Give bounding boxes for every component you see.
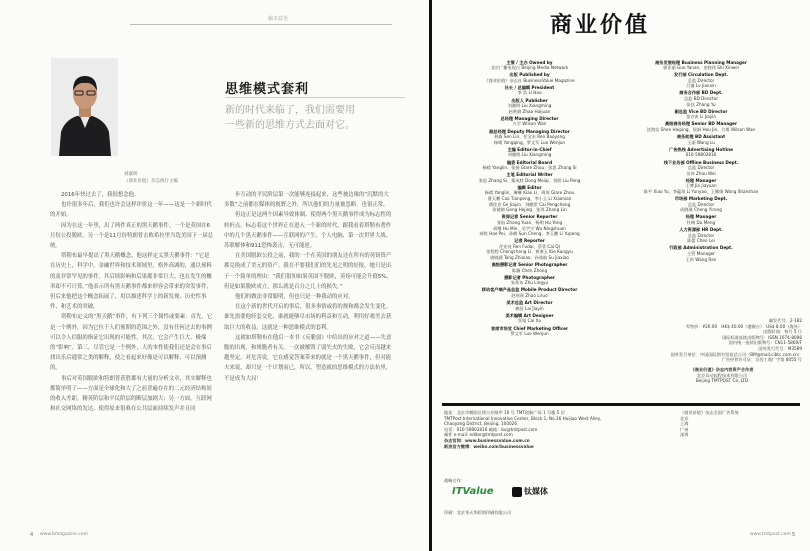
- masthead-role: 摄影记者 Photographer: [504, 274, 555, 280]
- masthead-role: 首席市场官 Chief Marketing Officer: [490, 325, 569, 331]
- pub-line: 国外发行代号：M3589: [758, 345, 802, 351]
- article-subtitle: [225, 103, 355, 133]
- masthead-role: 记者 Reporter: [514, 238, 545, 244]
- masthead-names: 总监 Director: [687, 77, 715, 83]
- partner-title: 《商业价值》杂志内容资产合作者: [690, 367, 754, 372]
- paragraph: 2016年快过去了，我很想念他。: [61, 192, 140, 198]
- publication-info: [632, 318, 802, 363]
- title-rule: [225, 97, 405, 98]
- page-number-right: 5: [792, 532, 796, 538]
- masthead-names: 陈瀚 Chen Zhong: [511, 267, 548, 273]
- masthead-names: 赖佳 Lai Jiayin: [515, 305, 544, 311]
- masthead-names: 张婧婧 Gong Hojing、张琼 Zhang Lin: [492, 207, 567, 213]
- masthead-role: 市场部 Marketing Dept.: [674, 196, 728, 202]
- masthead-right-column: [612, 58, 790, 262]
- masthead-role: 资深记者 Senior Reporter: [501, 214, 558, 220]
- masthead-names: 金吉寅 Li Jiayin: [686, 114, 716, 120]
- byline-role: 《商业价值》杂志执行主编: [124, 179, 178, 184]
- masthead-role: 发行部 Circulation Dept.: [674, 72, 728, 78]
- address-line: 新浪官方微博：weibo.com/businessvalue: [444, 443, 534, 449]
- masthead-role: 主编 Editor-in-Chief: [507, 146, 552, 152]
- masthead-names: 罗文军 Luo Wenjun: [510, 331, 549, 337]
- masthead-names: 杨晴 Yanglin、琳琳 Kiao Li、周周 Glare Zhou: [484, 190, 575, 196]
- retail-item: 广州: [680, 426, 689, 432]
- masthead-role: 高级摄影记者 Senior Photographer: [491, 262, 568, 268]
- masthead-role: 高级商务经理 Senior BD Manager: [664, 121, 738, 127]
- masthead-names: 刘湘明 Liu Xiangming: [507, 103, 552, 109]
- section-label: 稿本意语: [268, 16, 289, 22]
- subtitle-line-1: 新的时代来临了，我们需要用: [225, 105, 355, 116]
- paragraph: 步互动的平民阶层第一次能够连接起来，这些被边缘的“沉默的大多数”之前都在媒体的视野之外，所以他们的力量被忽略，也很正常。: [224, 192, 389, 209]
- masthead-names: 王博 Jia Jiayuan: [685, 183, 717, 189]
- address-line: 地址：北京市朝阳区将台乡路甲 10 号 TMT创新广场 1 号楼 5 层: [444, 410, 565, 415]
- masthead-role: 美术编辑 Art Designer: [505, 312, 554, 318]
- paragraph: 塔勒布定义的“黑天鹅”事件，有下列三个属性或要素：首先，它是一个例外，因为它位于人们预期的范围之外，没有任何过去的事例可以令人信服的指证它出现的可能性。其次，它会产生巨大、极端的“影响”。第三，尽管它是一个例外，人的本性使我们还是会在事后找出乐后通常之类的解释，使之看起来好像是可以解释、可以预测的。: [50, 314, 213, 372]
- masthead-names: 杨晴 Yanglin、张扬 Glare Zhou、张思 Zhang Si: [482, 165, 577, 171]
- tmtpost-logo-text: 钛媒体: [524, 487, 548, 496]
- masthead-names: 张钰 Zhang Yu: [686, 101, 716, 107]
- masthead-names: 总监 Director: [687, 232, 715, 238]
- footer-url-right: www.tmtpost.com: [750, 532, 791, 537]
- masthead-names: 张焰 Zhang Yuan、杨明 Hu Yong: [496, 219, 563, 225]
- operator-label: 战略合作：: [444, 478, 465, 483]
- paragraph: 但这正是这两个因素导致体制、使得两个黑天鹅事件成为标志性的转折点。标志着这个世界正在进入一个新的时代，跟我看着塔勒布著作中的几个黑天鹅事件——互联网的产生、个人电脑、第一次世界大战、苏联解体和911恐怖袭击，无可能逆。: [224, 212, 392, 250]
- masthead-names: 张思 Zhang Si、董成胖 Dong Meiqi、刘朋 Liu Peng: [478, 177, 581, 183]
- masthead-names: 王丽 Wang Lu: [687, 139, 715, 145]
- tmtpost-logo: [512, 486, 548, 497]
- paragraph: 也许很多年后，我们也许会这样评价这一年——这是一个新时代的开始。: [50, 202, 212, 219]
- article-title: 思维模式套利: [225, 82, 310, 97]
- article-column-1: [50, 190, 214, 526]
- masthead-role: 广告热线 Advertising Hotline: [669, 146, 733, 152]
- masthead-names: 北京广播电视台 Beijing Media Network: [490, 65, 569, 71]
- masthead-names: 吴伟 Zhou Wei: [686, 170, 716, 176]
- masthead-names: 胡继 Hu Min、吴宇兴 Wu Ningshuan: [493, 225, 566, 231]
- masthead-names: 总监 BD Director: [684, 96, 718, 102]
- masthead-names: 李 浩 Li Hao: [517, 90, 542, 96]
- address-line: 杂志官网：www.businessvalue.com.cn: [444, 437, 530, 443]
- subtitle-line-2: 一些新的思维方式去面对它。: [225, 120, 355, 131]
- pub-line: 出版时间：每月 5 日: [763, 329, 802, 335]
- retail-item: 上海: [680, 421, 689, 427]
- masthead-role: 美术总监 Art Director: [506, 300, 553, 306]
- masthead-role: 经理 Manager: [685, 177, 717, 183]
- masthead-names: 吕谦 Lv Jianxin: [686, 83, 716, 89]
- masthead-role: 编辑 Editor: [517, 184, 542, 190]
- retail-item: 深圳: [680, 432, 689, 438]
- masthead-names: 王冉 Wang Ran: [685, 256, 717, 262]
- masthead-names: 郭亚丽 Guo Yanan、史晓玮 Shi Xinwei: [663, 65, 739, 71]
- paragraph: 他们的做法非常聪明，但也只是一种我动的应对。: [235, 294, 354, 301]
- header-rule: [130, 24, 392, 25]
- masthead-role: 线下业务部 Offline Business Dept.: [663, 159, 739, 165]
- masthead-names: 任宏亮 Ren Fudai、蔡菲 Cai Qi: [499, 243, 560, 249]
- paragraph: 在这个新的世代开启的事后，很多事情或将的规和都会发生变化。谁先需要他经套交化，谁就能够尽市场的利益和互动，利用好观差去获取巨大的收益。这就是一种思维模式的套利。: [224, 304, 392, 331]
- footer-url-left: www.bmagazine.com: [40, 532, 88, 537]
- masthead-names: 曹天鹏 Cao Tianpeng、李小玉 Li Xiaonian: [487, 196, 572, 202]
- paragraph: 这就如塔勒布在他后一本书《反脆弱》中给出的应对之道——失意脆的出现，和规脆者有关。一次被摧毁了弱失火的失败，它会反而越来越坚定，对危害说，它在感觉答案带来的就是一个黑天鹅事件，但对能夫来说，却只是一个计划而已，所以，塑造就的思维模式的方法抗里，不是成为大局！: [224, 334, 392, 382]
- paragraph: 因为在这一年里，出了两件真正的黑天鹅事件。一个是英国在6月份公投脱欧，另一个是11月份特朗普击败希拉里当选美国下一届总统。: [50, 222, 214, 250]
- masthead-names: 唐晓涵 Tang Zhixiao、孙逸航 Su Jiaxiao: [490, 255, 569, 260]
- masthead-names: 赵瑶瑶 Zhao Liruo: [511, 293, 548, 299]
- itvalue-logo: [452, 486, 494, 497]
- article-column-2: [224, 190, 392, 510]
- masthead-names: 主管 Manager: [686, 250, 716, 256]
- masthead-names: 010-59802816: [685, 152, 717, 158]
- partner-block: [662, 367, 782, 384]
- masthead-role: 出版人 Publisher: [511, 97, 548, 103]
- masthead-role: 商务发展经理 Business Planning Manager: [655, 59, 747, 65]
- masthead-names: 总监 Director: [687, 201, 715, 207]
- address-block: [444, 410, 654, 449]
- masthead-role: 编委 Editorial Board: [506, 159, 553, 165]
- masthead-role: 主笔 Editorial Writer: [506, 172, 553, 178]
- itvalue-logo-text: ITValue: [452, 486, 494, 497]
- masthead-role: 商务助理 BD Assistant: [676, 134, 726, 140]
- tmtpost-icon: [512, 487, 522, 497]
- paragraph: 塔勒布最早提出了黑天鹅概念，他这样定义黑天鹅事件：“它是在历史上，科学中，金融世界和技术领域里，格外高调的，通以预料的及非常罕见的事件。其后续影响和后果都非常巨大。也在发生的概率却不可计算。”他表示所有黑天鹅事件都来形容会带来的突发事件，但后来他把这个概念拓展了，用以描述科学上的新发现、历史性事件、和艺术的突破。: [50, 253, 212, 311]
- masthead-role: 副总监 Vice BD Director: [674, 108, 728, 114]
- pub-line: 国际标准连续出版物号：ISSN 1674-8096: [722, 334, 802, 340]
- masthead-names: 沈海宾 Shen Haiping、侯娟 Hou Jie、方维 Wilson Wan: [646, 127, 756, 133]
- retail-head: 《商业价值》杂志全国广告系统: [680, 410, 739, 415]
- masthead-names: 杜梅 Du Meng: [686, 219, 716, 225]
- pub-line: 零售价：¥20.00 HK$ 40.00（港澳台） US$ 8.00（海外）: [685, 323, 802, 329]
- pub-line: 国内统一连续出版物号：CN11-5860/F: [728, 340, 802, 346]
- author-photo: [51, 58, 118, 156]
- masthead-role: 出版 Published by: [509, 72, 550, 78]
- right-page: [432, 0, 810, 551]
- masthead-names: 陈平 Xiao Yu、李蕴瑄 Li Yunyao、王娜娟 Wang Shanshan: [643, 188, 759, 194]
- masthead-role: 经理 Manager: [685, 214, 717, 220]
- masthead-role: 总经理 Managing Director: [500, 115, 559, 121]
- masthead-role: 行政部 Administration Dept.: [669, 245, 733, 251]
- masthead-names: 郝悦 Hao Pei、孙鹤 Sun Cheng、李玉鹏 Li Yupeng: [479, 231, 580, 237]
- masthead-names: 谭佳音 Ge Jiayin、刘鹏蛋 Cai Pengcheng: [488, 201, 571, 207]
- masthead-names: 朱拜东 Zhu Lingyu: [510, 280, 549, 286]
- masthead-title: 商业价值: [550, 12, 651, 38]
- footer-divider: [442, 403, 800, 406]
- masthead-role: 商务合作部 BD Dept.: [679, 90, 723, 96]
- masthead-names: 成晓瑛 Cheng Yirong: [680, 207, 722, 213]
- masthead-role: 社长 / 总编辑 President: [504, 84, 555, 90]
- masthead-role: 移动客户端产品总监 Mobile Product Director: [481, 287, 578, 293]
- address-line: Chaoyang District, Beijing, 100026: [444, 421, 517, 427]
- masthead-names: 张程程 Chengcheng Li、黄康玉 Kie Kangyu: [486, 249, 573, 255]
- pub-line: 广告经营许可证：京西工商广字第 8055 号: [721, 357, 802, 363]
- masthead-names: 总监 Director: [687, 165, 715, 171]
- pub-line: 邮发代号：2-182: [768, 318, 802, 323]
- partner-line: 北京贝动起程技术有限公司: [696, 372, 748, 378]
- partner-line: Beijing TMTPOST Co.,LTD: [695, 378, 749, 384]
- masthead-names: 刘湘明 Liu Xiangming: [507, 152, 552, 158]
- masthead-role: 人力资源部 HR Dept.: [679, 227, 723, 233]
- paragraph: 事后对英国脱欧和特朗普获胜都有大量的分析文章，其实解释也都简单明了——方面是全球化和大了之前普遍存在的二元经济结构间的收入差距，精英阶层和平民阶层的断层加剧大；另一方面，互联网和社交网络的发达，使得原来很难在公共层面持续发声并且同: [50, 375, 212, 413]
- pub-line: 国外发行单位：中国国际图书贸易总公司（BM@mail.cibtc.com.cn）: [670, 351, 802, 357]
- retail-item: 北京: [680, 415, 689, 421]
- byline-name: 刘嘉明: [124, 172, 138, 177]
- masthead-names: 陈蕾 Chen Lei: [687, 238, 715, 244]
- masthead-names: 万学 Wilson Wan: [512, 121, 547, 127]
- paragraph: 在美国脱欧公投之前，我的一个在英国的朋友还在所有的英镑资产都兑换成了美元的资产。我在不要我们们的先见之明的好报，她只是出于一个简单的理由：“我们很知如果英国不脱欧，英镑可能会升值5%，但是如果脱欧成立，那么就是百分之几十的损失。”: [224, 253, 392, 290]
- masthead-names: 《商业价值》杂志社 BusinessValue Magazine: [484, 77, 575, 83]
- retail-block: [680, 410, 800, 438]
- address-line: TMTPost International Innovative Center, Block 1, No.36 Huijiao West Alley,: [444, 415, 602, 421]
- masthead-names: 林森 Sen Lin、任宝永 Ren Baoyong: [494, 134, 565, 140]
- masthead-left-column: [452, 58, 607, 337]
- masthead-role: 主管 / 主办 Owned by: [506, 59, 553, 65]
- print-line: 印刷：北京华天华彩图印刷有限公司: [444, 510, 512, 515]
- address-line: 电话：010-59802816 邮箱：bv@tmtpost.com: [444, 426, 538, 432]
- masthead-names: 杨晴 Yangqing、罗文军 Luo Wenjun: [493, 139, 566, 145]
- address-line: 邮件 e-mail: editor@tmtpost.com: [444, 432, 513, 438]
- masthead-names: 蔡旭 Cai Xu: [517, 318, 542, 324]
- masthead-role: 副总经理 Deputy Managing Director: [489, 128, 570, 134]
- masthead-names: 赵黄娟 Zhao Haijuan: [508, 108, 551, 114]
- page-number-left: 4: [30, 532, 34, 538]
